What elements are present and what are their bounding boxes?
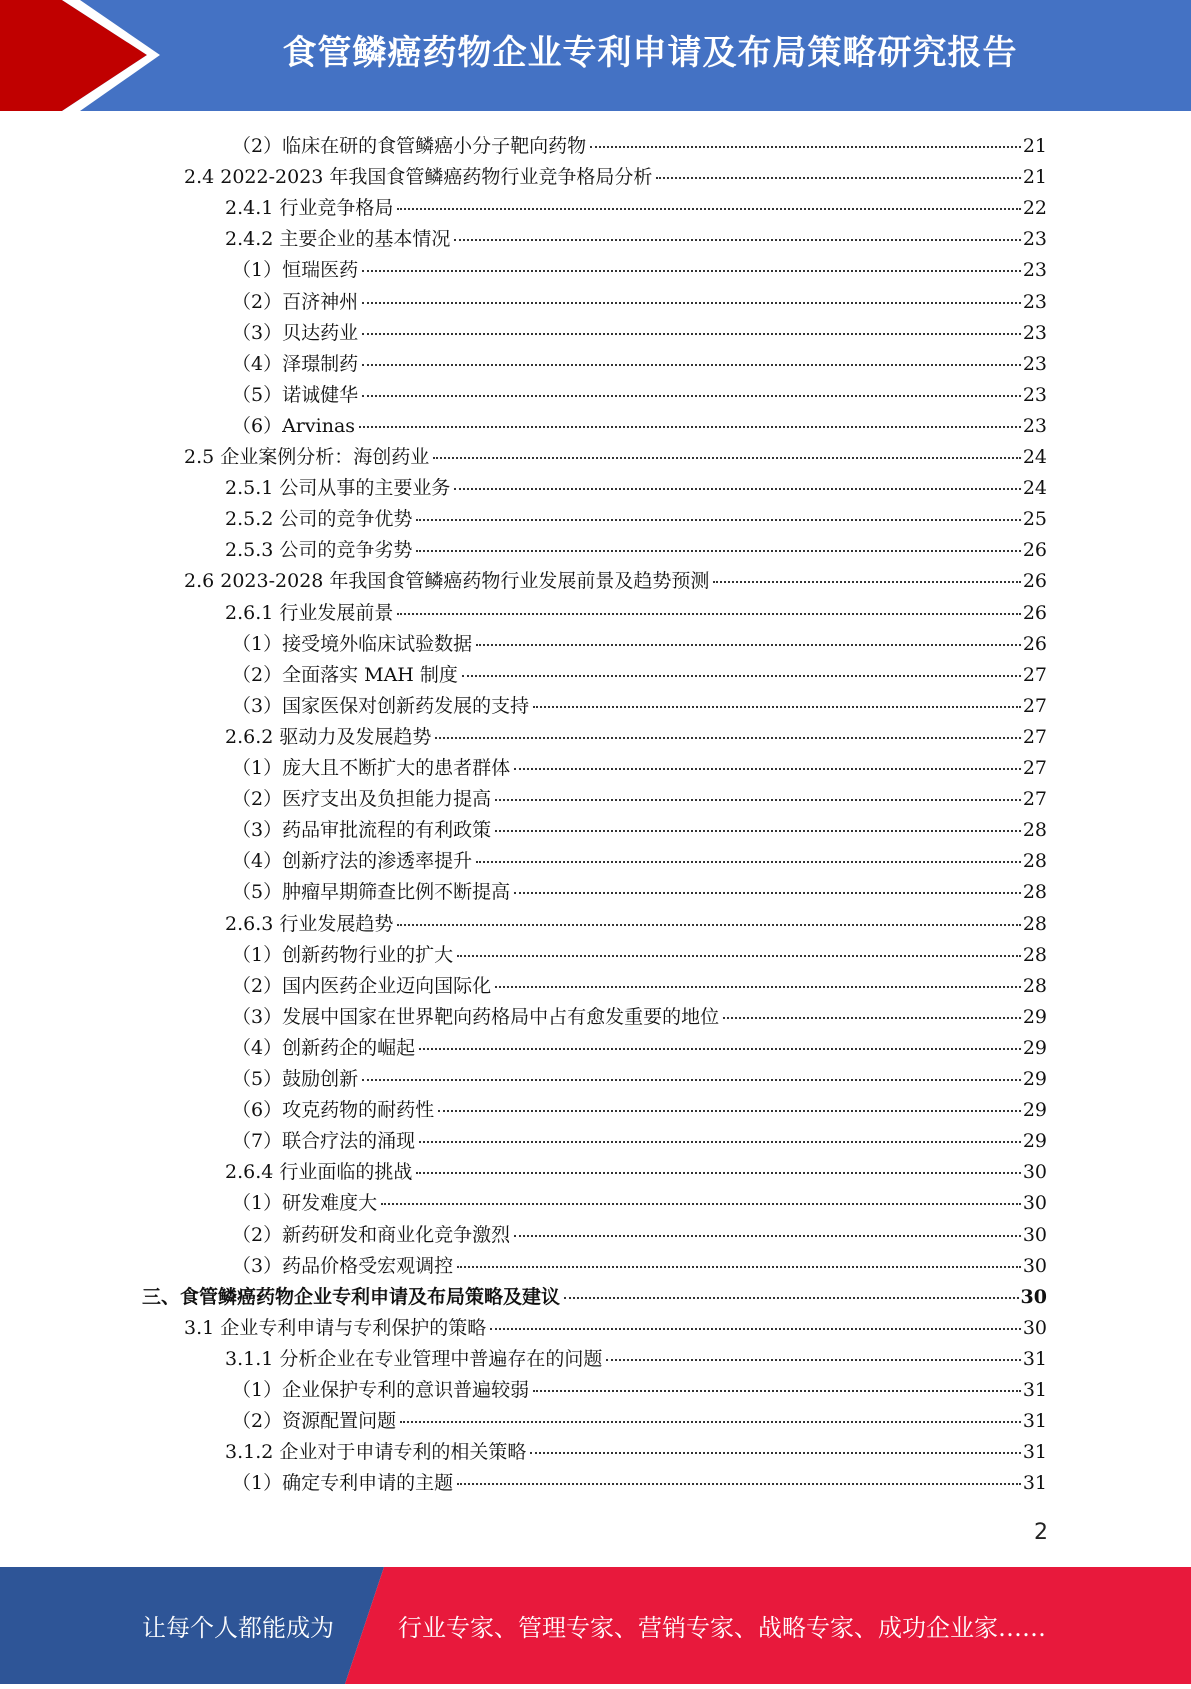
toc-entry-page: 26 — [1022, 632, 1047, 655]
toc-dot-leader — [590, 124, 1021, 148]
toc-dot-leader — [359, 404, 1021, 428]
toc-dot-leader — [476, 622, 1021, 646]
toc-entry-label: （5）鼓励创新 — [232, 1068, 359, 1090]
page-number: 2 — [1034, 1520, 1048, 1545]
toc-dot-leader — [495, 808, 1021, 832]
toc-entry-page: 28 — [1022, 974, 1047, 997]
toc-entry-label: （2）百济神州 — [232, 290, 359, 313]
toc-entry-label: （2）临床在研的食管鳞癌小分子靶向药物 — [232, 135, 587, 157]
toc-dot-leader — [397, 591, 1020, 615]
toc-entry-label: 2.6.2 驱动力及发展趋势 — [225, 725, 432, 748]
toc-entry-label: （3）发展中国家在世界靶向药格局中占有愈发重要的地位 — [232, 1005, 720, 1028]
toc-entry-label: 3.1.1 分析企业在专业管理中普遍存在的问题 — [225, 1347, 603, 1370]
toc-entry-label: 3.1 企业专利申请与专利保护的策略 — [184, 1316, 487, 1339]
toc-entry-label: （4）创新药企的崛起 — [232, 1036, 416, 1059]
toc-entry-label: （7）联合疗法的涌现 — [232, 1130, 416, 1153]
toc-dot-leader — [362, 311, 1021, 335]
toc-entry-page: 29 — [1022, 1130, 1047, 1153]
toc-entry-page: 27 — [1022, 725, 1047, 748]
toc-dot-leader — [495, 777, 1021, 801]
toc-dot-leader — [419, 1026, 1021, 1050]
toc-entry-page: 26 — [1022, 601, 1047, 624]
toc-entry-page: 29 — [1022, 1005, 1047, 1028]
toc-entry-label: （3）药品审批流程的有利政策 — [232, 819, 492, 842]
toc-dot-leader — [362, 1057, 1021, 1081]
toc-entry-page: 26 — [1022, 570, 1047, 593]
toc-dot-leader — [454, 466, 1020, 490]
toc-entry-page: 31 — [1022, 1472, 1047, 1495]
toc-dot-leader — [514, 746, 1021, 770]
toc-entry-page: 27 — [1022, 757, 1047, 779]
toc-dot-leader — [656, 155, 1020, 179]
toc-dot-leader — [416, 1150, 1020, 1174]
toc-dot-leader — [723, 995, 1021, 1019]
toc-dot-leader — [533, 684, 1021, 708]
toc-dot-leader — [362, 373, 1021, 397]
toc-entry-label: （1）研发难度大 — [232, 1192, 378, 1215]
toc-entry-label: 2.5.1 公司从事的主要业务 — [225, 477, 451, 500]
toc-entry-label: （1）确定专利申请的主题 — [232, 1472, 454, 1495]
toc-dot-leader — [397, 902, 1020, 926]
toc-entry-page: 23 — [1022, 290, 1047, 313]
toc-entry-label: 2.5 企业案例分析：海创药业 — [184, 446, 430, 468]
toc-entry-page: 31 — [1022, 1379, 1047, 1401]
toc-entry[interactable] — [232, 1465, 1047, 1496]
toc-entry-page: 23 — [1022, 383, 1047, 406]
toc-dot-leader — [381, 1181, 1021, 1205]
toc-entry-label: 2.6.1 行业发展前景 — [225, 601, 394, 624]
toc-entry-label: （2）资源配置问题 — [232, 1410, 397, 1433]
toc-dot-leader — [416, 528, 1020, 552]
toc-entry-label: （4）泽璟制药 — [232, 352, 359, 375]
toc-dot-leader — [362, 280, 1021, 304]
toc-entry-label: 2.5.3 公司的竞争劣势 — [225, 539, 413, 562]
toc-entry-page: 29 — [1022, 1099, 1047, 1122]
report-header — [0, 0, 1191, 111]
toc-dot-leader — [438, 1088, 1021, 1112]
toc-entry-label: （5）肿瘤早期筛查比例不断提高 — [232, 881, 511, 904]
toc-entry-page: 27 — [1022, 788, 1047, 811]
toc-entry-label: 2.6.3 行业发展趋势 — [225, 912, 394, 935]
toc-entry-page: 28 — [1022, 912, 1047, 935]
toc-entry-page: 29 — [1022, 1036, 1047, 1059]
toc-entry-page: 28 — [1022, 819, 1047, 842]
toc-entry-page: 21 — [1022, 135, 1047, 157]
toc-entry-page: 23 — [1022, 414, 1047, 437]
toc-entry-page: 22 — [1022, 197, 1047, 220]
toc-entry-page: 29 — [1022, 1068, 1047, 1090]
toc-dot-leader — [713, 559, 1020, 583]
toc-entry-page: 23 — [1022, 259, 1047, 282]
toc-dot-leader — [514, 870, 1021, 894]
toc-entry-label: （1）企业保护专利的意识普遍较弱 — [232, 1379, 530, 1401]
report-title: 食管鳞癌药物企业专利申请及布局策略研究报告 — [282, 33, 1018, 73]
toc-dot-leader — [495, 964, 1021, 988]
toc-entry-page: 24 — [1022, 477, 1047, 500]
toc-entry-label: 3.1.2 企业对于申请专利的相关策略 — [225, 1441, 527, 1464]
toc-entry-page: 27 — [1022, 663, 1047, 686]
toc-entry-page: 27 — [1022, 694, 1047, 717]
toc-entry-label: （4）创新疗法的渗透率提升 — [232, 850, 473, 873]
toc-entry-page: 28 — [1022, 943, 1047, 966]
toc-entry-label: （2）医疗支出及负担能力提高 — [232, 788, 492, 811]
toc-entry-label: 2.5.2 公司的竞争优势 — [225, 508, 413, 531]
toc-dot-leader — [435, 715, 1020, 739]
toc-entry-page: 28 — [1022, 850, 1047, 873]
toc-dot-leader — [397, 186, 1020, 210]
header-arrow-icon — [0, 0, 160, 111]
toc-entry-page: 30 — [1022, 1316, 1047, 1339]
toc-dot-leader — [416, 497, 1020, 521]
toc-dot-leader — [362, 342, 1021, 366]
toc-entry-page: 21 — [1022, 166, 1047, 189]
toc-entry-label: 2.6.4 行业面临的挑战 — [225, 1161, 413, 1184]
toc-entry-page: 31 — [1022, 1441, 1047, 1464]
toc-entry-label: （2）新药研发和商业化竞争激烈 — [232, 1223, 511, 1246]
toc-dot-leader — [462, 653, 1021, 677]
toc-entry-label: （1）庞大且不断扩大的患者群体 — [232, 757, 511, 779]
toc-dot-leader — [419, 1119, 1021, 1143]
toc-entry-label: 2.4.2 主要企业的基本情况 — [225, 228, 451, 251]
toc-dot-leader — [606, 1337, 1020, 1361]
toc-entry-label: 三、食管鳞癌药物企业专利申请及布局策略及建议 — [142, 1285, 561, 1308]
toc-dot-leader — [490, 1306, 1021, 1330]
toc-entry-page: 26 — [1022, 539, 1047, 562]
toc-entry-label: （2）全面落实 MAH 制度 — [232, 663, 458, 686]
toc-entry-page: 30 — [1022, 1192, 1047, 1215]
toc-dot-leader — [362, 248, 1021, 272]
toc-entry-label: 2.4 2022-2023 年我国食管鳞癌药物行业竞争格局分析 — [184, 166, 653, 189]
toc-entry-page: 31 — [1022, 1410, 1047, 1433]
toc-entry-label: 2.4.1 行业竞争格局 — [225, 197, 394, 220]
toc-dot-leader — [457, 933, 1021, 957]
toc-entry-label: （1）恒瑞医药 — [232, 259, 359, 282]
toc-entry-label: （1）接受境外临床试验数据 — [232, 632, 473, 655]
toc-entry-page: 30 — [1022, 1223, 1047, 1246]
toc-dot-leader — [454, 217, 1020, 241]
footer-slogan-left: 让每个人都能成为 — [142, 1614, 334, 1642]
toc-dot-leader — [433, 435, 1021, 459]
toc-dot-leader — [457, 1461, 1021, 1485]
toc-entry-label: （3）贝达药业 — [232, 321, 359, 344]
toc-entry-label: （6）攻克药物的耐药性 — [232, 1099, 435, 1122]
footer-slogan-right: 行业专家、管理专家、营销专家、战略专家、成功企业家…… — [398, 1614, 1046, 1642]
toc-dot-leader — [514, 1213, 1021, 1237]
toc-entry-page: 28 — [1022, 881, 1047, 904]
toc-entry-page: 31 — [1022, 1347, 1047, 1370]
toc-entry-page: 30 — [1022, 1254, 1047, 1277]
toc-entry-page: 24 — [1022, 446, 1047, 468]
toc-entry-label: （3）药品价格受宏观调控 — [232, 1254, 454, 1277]
toc-entry-page: 23 — [1022, 352, 1047, 375]
toc-entry-label: （2）国内医药企业迈向国际化 — [232, 974, 492, 997]
toc-entry-page: 23 — [1022, 321, 1047, 344]
toc-dot-leader — [530, 1430, 1020, 1454]
toc-entry-label: （5）诺诚健华 — [232, 383, 359, 406]
toc-entry-label: （3）国家医保对创新药发展的支持 — [232, 694, 530, 717]
footer-banner — [0, 1567, 1191, 1684]
toc-dot-leader — [400, 1399, 1021, 1423]
toc-entry-label: （6）Arvinas — [232, 414, 356, 437]
toc-dot-leader — [564, 1275, 1019, 1299]
toc-dot-leader — [533, 1368, 1021, 1392]
toc-dot-leader — [476, 839, 1021, 863]
toc-entry-label: 2.6 2023-2028 年我国食管鳞癌药物行业发展前景及趋势预测 — [184, 570, 710, 593]
toc-entry-page: 25 — [1022, 508, 1047, 531]
toc-entry-page: 30 — [1022, 1161, 1047, 1184]
toc-entry-label: （1）创新药物行业的扩大 — [232, 943, 454, 966]
toc-entry-page: 23 — [1022, 228, 1047, 251]
toc-entry-page: 30 — [1020, 1285, 1047, 1308]
toc-dot-leader — [457, 1244, 1021, 1268]
